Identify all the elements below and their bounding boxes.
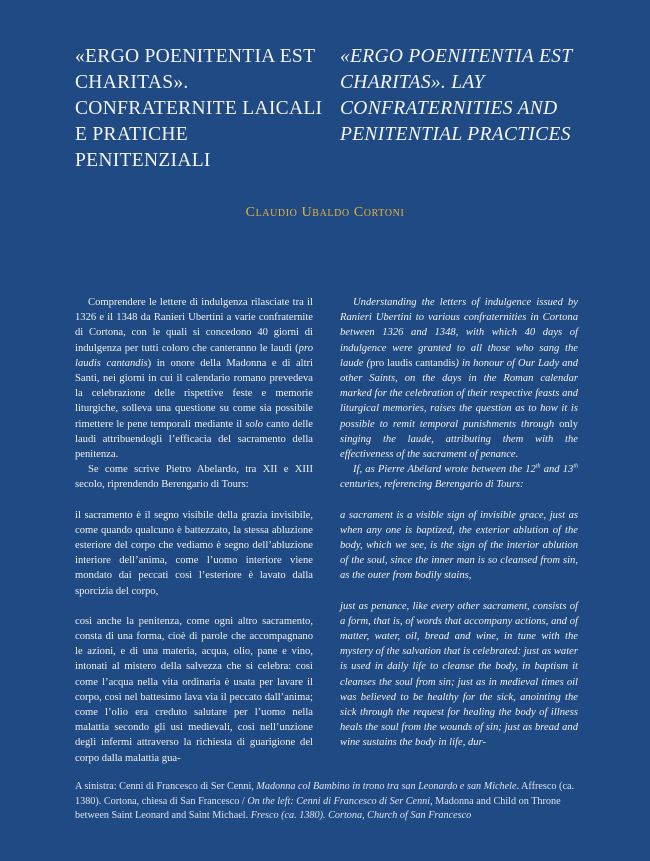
english-quote-1: a sacrament is a visible sign of invisible grace, just as when any one is baptized, the exterior ablution of the body, which we see, is the sign of the interior ablution of the soul, since the inner man is so cleansed from sin, as the outer from bodily stains,: [340, 509, 578, 582]
italian-paragraph-1: Comprendere le lettere di indulgenza rilasciate tra il 1326 e il 1348 da Ranieri Ubertini a varie confraternite di Cortona, con le quali si concedono 40 giorni di indulgenza per tutti coloro che canteranno le laudi (pro laudis cantandis) in onore della Madonna e di altri Santi, nei giorni in cui il calendario romano prevedeva la celebrazione delle rispettive feste e memorie liturgiche, solleva una questione su come sia possibile rimettere le pene temporali mediante il solo canto delle laudi attribuendogli l’efficacia del sacramento della penitenza.: [75, 297, 314, 461]
italian-column: [75, 295, 313, 766]
italian-paragraph-2: Se come scrive Pietro Abelardo, tra XII e XIII secolo, riprendendo Berengario di Tours:: [75, 464, 313, 491]
english-paragraph-2: If, as Pierre Abélard wrote between the 12th and 13th centuries, referencing Berengario di Tours:: [340, 463, 579, 491]
english-column: [340, 295, 578, 751]
title-english: «ERGO POENITENTIA EST CHARITAS». LAY CONFRATERNITIES AND PENITENTIAL PRACTICES: [340, 46, 573, 145]
english-quote-2: just as penance, like every other sacrament, consists of a form, that is, of words that accompany actions, and of matter, water, oil, bread and wine, in tune with the mystery of the salvation that is celebrated: just as water is used in daily life to cleanse the body, in baptism it cleanses the soul from sin; just as in medieval times oil was believed to be healthy for the sick, anointing the sick through the request for healing the body of illness heals the soul from the wounds of sin; just as bread and wine sustains the body in life, dur-: [340, 600, 578, 749]
italian-quote-2: così anche la penitenza, come ogni altro sacramento, consta di una forma, cioè di parole che accompagnano le azioni, e di una materia, acqua, olio, pane e vino, intonati al mistero della salvezza che si celebra: così come l’acqua nella vita ordinaria è usata per lavare il corpo, così nel battesimo lava via il peccato dall’anima; come l’olio era creduto salutare per l’uomo nella malattia secondo gli usi medievali, così nell’unzione degli infermi attraverso la richiesta di guarigione del corpo dalla malattia gua-: [75, 615, 313, 764]
title-italian: «ERGO POENITENTIA EST CHARITAS». CONFRATERNITE LAICALI E PRATICHE PENITENZIALI: [75, 46, 323, 171]
italian-quote-1: il sacramento è il segno visibile della grazia invisibile, come quando qualcuno è battezzato, la stessa abluzione esteriore del corpo che vediamo è segno dell’abluzione interiore dell’anima, come l’uomo interiore viene mondato dai peccati così l’esteriore è lavato dalla sporcizia del corpo,: [75, 509, 313, 597]
author-name: Claudio Ubaldo Cortoni: [245, 205, 405, 220]
figure-caption: A sinistra: Cenni di Francesco di Ser Cenni, Madonna col Bambino in trono tra san Leonardo e san Michele. Affresco (ca. 1380). Cortona, chiesa di San Francesco / On the left: Cenni di Francesco di Ser Cenni, Madonna and Child on Throne between Saint Leonard and Saint Michael. Fresco (ca. 1380). Cortona, Church of San Francesco: [75, 781, 575, 821]
english-paragraph-1: Understanding the letters of indulgence issued by Ranieri Ubertini to various confraternities in Cortona between 1326 and 1348, with which 40 days of indulgence were granted to all those who sang the laude (pro laudis cantandis) in honour of Our Lady and other Saints, on the days in the Roman calendar marked for the celebration of their respective feasts and liturgical memories, raises the question as to how it is possible to remit temporal punishments through only singing the laude, attributing them with the effectiveness of the sacrament of penance.: [340, 297, 579, 461]
